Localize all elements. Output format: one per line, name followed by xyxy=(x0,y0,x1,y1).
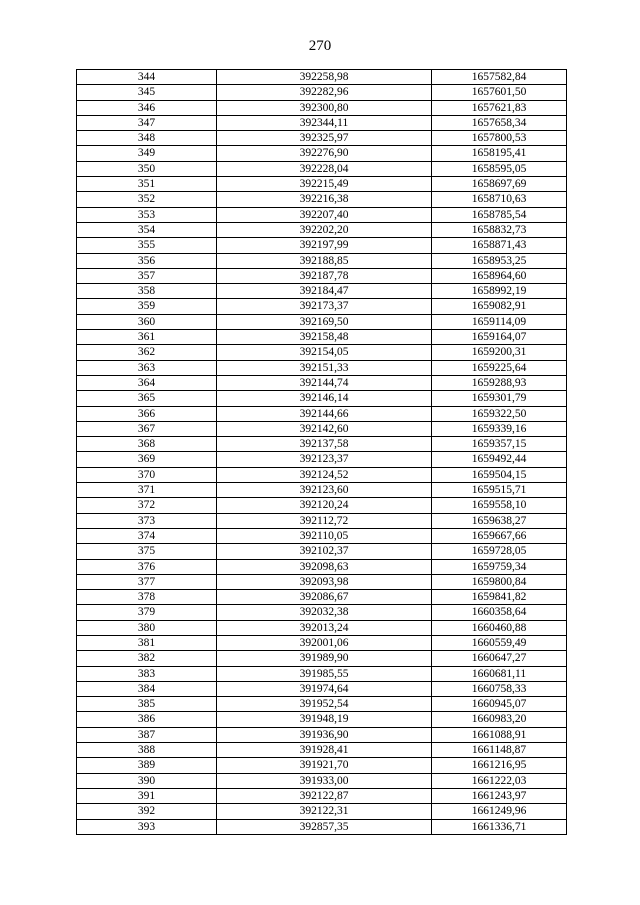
table-row xyxy=(77,452,567,467)
table-row xyxy=(77,314,567,329)
y-coordinate-cell: 1661148,87 xyxy=(432,743,567,758)
x-coordinate-cell: 391933,00 xyxy=(217,773,432,788)
point-number-cell: 365 xyxy=(77,391,217,406)
x-coordinate-cell: 392151,33 xyxy=(217,360,432,375)
table-row xyxy=(77,559,567,574)
table-row xyxy=(77,483,567,498)
x-coordinate-cell: 392098,63 xyxy=(217,559,432,574)
x-coordinate-cell: 392142,60 xyxy=(217,421,432,436)
point-number-cell: 376 xyxy=(77,559,217,574)
table-row xyxy=(77,100,567,115)
y-coordinate-cell: 1660983,20 xyxy=(432,712,567,727)
table-row xyxy=(77,681,567,696)
table-row xyxy=(77,712,567,727)
point-number-cell: 383 xyxy=(77,666,217,681)
y-coordinate-cell: 1659322,50 xyxy=(432,406,567,421)
x-coordinate-cell: 392110,05 xyxy=(217,528,432,543)
y-coordinate-cell: 1658871,43 xyxy=(432,238,567,253)
x-coordinate-cell: 392154,05 xyxy=(217,345,432,360)
y-coordinate-cell: 1658785,54 xyxy=(432,207,567,222)
point-number-cell: 381 xyxy=(77,635,217,650)
point-number-cell: 355 xyxy=(77,238,217,253)
table-row xyxy=(77,788,567,803)
x-coordinate-cell: 392228,04 xyxy=(217,161,432,176)
table-row xyxy=(77,284,567,299)
x-coordinate-cell: 392122,31 xyxy=(217,804,432,819)
y-coordinate-cell: 1657658,34 xyxy=(432,115,567,130)
y-coordinate-cell: 1659492,44 xyxy=(432,452,567,467)
table-row xyxy=(77,498,567,513)
y-coordinate-cell: 1659759,34 xyxy=(432,559,567,574)
table-row xyxy=(77,437,567,452)
x-coordinate-cell: 391952,54 xyxy=(217,697,432,712)
point-number-cell: 370 xyxy=(77,467,217,482)
x-coordinate-cell: 392112,72 xyxy=(217,513,432,528)
x-coordinate-cell: 391921,70 xyxy=(217,758,432,773)
table-row xyxy=(77,70,567,85)
point-number-cell: 358 xyxy=(77,284,217,299)
y-coordinate-cell: 1659339,16 xyxy=(432,421,567,436)
point-number-cell: 377 xyxy=(77,574,217,589)
table-row xyxy=(77,299,567,314)
point-number-cell: 390 xyxy=(77,773,217,788)
table-row xyxy=(77,192,567,207)
table-row xyxy=(77,773,567,788)
table-row xyxy=(77,161,567,176)
x-coordinate-cell: 392188,85 xyxy=(217,253,432,268)
table-row xyxy=(77,115,567,130)
point-number-cell: 350 xyxy=(77,161,217,176)
point-number-cell: 372 xyxy=(77,498,217,513)
point-number-cell: 387 xyxy=(77,727,217,742)
x-coordinate-cell: 392120,24 xyxy=(217,498,432,513)
table-row xyxy=(77,238,567,253)
x-coordinate-cell: 392187,78 xyxy=(217,268,432,283)
point-number-cell: 345 xyxy=(77,85,217,100)
x-coordinate-cell: 391936,90 xyxy=(217,727,432,742)
y-coordinate-cell: 1661222,03 xyxy=(432,773,567,788)
x-coordinate-cell: 392013,24 xyxy=(217,620,432,635)
x-coordinate-cell: 392032,38 xyxy=(217,605,432,620)
x-coordinate-cell: 392173,37 xyxy=(217,299,432,314)
x-coordinate-cell: 392282,96 xyxy=(217,85,432,100)
y-coordinate-cell: 1660358,64 xyxy=(432,605,567,620)
point-number-cell: 369 xyxy=(77,452,217,467)
table-row xyxy=(77,207,567,222)
point-number-cell: 374 xyxy=(77,528,217,543)
y-coordinate-cell: 1661243,97 xyxy=(432,788,567,803)
table-row xyxy=(77,590,567,605)
point-number-cell: 391 xyxy=(77,788,217,803)
table-row xyxy=(77,635,567,650)
y-coordinate-cell: 1659082,91 xyxy=(432,299,567,314)
y-coordinate-cell: 1657800,53 xyxy=(432,131,567,146)
x-coordinate-cell: 391985,55 xyxy=(217,666,432,681)
table-row xyxy=(77,574,567,589)
table-row xyxy=(77,391,567,406)
table-row xyxy=(77,146,567,161)
x-coordinate-cell: 392169,50 xyxy=(217,314,432,329)
y-coordinate-cell: 1658195,41 xyxy=(432,146,567,161)
x-coordinate-cell: 392158,48 xyxy=(217,330,432,345)
table-row xyxy=(77,528,567,543)
table-row xyxy=(77,727,567,742)
table-row xyxy=(77,467,567,482)
point-number-cell: 382 xyxy=(77,651,217,666)
point-number-cell: 356 xyxy=(77,253,217,268)
table-row xyxy=(77,421,567,436)
x-coordinate-cell: 392124,52 xyxy=(217,467,432,482)
point-number-cell: 362 xyxy=(77,345,217,360)
y-coordinate-cell: 1658697,69 xyxy=(432,177,567,192)
point-number-cell: 385 xyxy=(77,697,217,712)
point-number-cell: 344 xyxy=(77,70,217,85)
y-coordinate-cell: 1661249,96 xyxy=(432,804,567,819)
y-coordinate-cell: 1657621,83 xyxy=(432,100,567,115)
x-coordinate-cell: 392123,37 xyxy=(217,452,432,467)
point-number-cell: 351 xyxy=(77,177,217,192)
y-coordinate-cell: 1658953,25 xyxy=(432,253,567,268)
table-row xyxy=(77,330,567,345)
table-row xyxy=(77,222,567,237)
point-number-cell: 348 xyxy=(77,131,217,146)
point-number-cell: 379 xyxy=(77,605,217,620)
table-row xyxy=(77,651,567,666)
point-number-cell: 366 xyxy=(77,406,217,421)
x-coordinate-cell: 392325,97 xyxy=(217,131,432,146)
y-coordinate-cell: 1659667,66 xyxy=(432,528,567,543)
y-coordinate-cell: 1657601,50 xyxy=(432,85,567,100)
point-number-cell: 388 xyxy=(77,743,217,758)
table-row xyxy=(77,345,567,360)
x-coordinate-cell: 392216,38 xyxy=(217,192,432,207)
y-coordinate-cell: 1658710,63 xyxy=(432,192,567,207)
point-number-cell: 357 xyxy=(77,268,217,283)
point-number-cell: 375 xyxy=(77,544,217,559)
coordinates-table xyxy=(76,69,567,835)
y-coordinate-cell: 1659800,84 xyxy=(432,574,567,589)
table-row xyxy=(77,666,567,681)
y-coordinate-cell: 1660460,88 xyxy=(432,620,567,635)
point-number-cell: 353 xyxy=(77,207,217,222)
point-number-cell: 393 xyxy=(77,819,217,834)
y-coordinate-cell: 1659558,10 xyxy=(432,498,567,513)
y-coordinate-cell: 1659114,09 xyxy=(432,314,567,329)
point-number-cell: 378 xyxy=(77,590,217,605)
y-coordinate-cell: 1658832,73 xyxy=(432,222,567,237)
x-coordinate-cell: 392276,90 xyxy=(217,146,432,161)
x-coordinate-cell: 391948,19 xyxy=(217,712,432,727)
x-coordinate-cell: 392144,74 xyxy=(217,375,432,390)
point-number-cell: 386 xyxy=(77,712,217,727)
table-row xyxy=(77,253,567,268)
x-coordinate-cell: 392146,14 xyxy=(217,391,432,406)
y-coordinate-cell: 1659164,07 xyxy=(432,330,567,345)
y-coordinate-cell: 1659301,79 xyxy=(432,391,567,406)
x-coordinate-cell: 391974,64 xyxy=(217,681,432,696)
y-coordinate-cell: 1657582,84 xyxy=(432,70,567,85)
y-coordinate-cell: 1659841,82 xyxy=(432,590,567,605)
point-number-cell: 360 xyxy=(77,314,217,329)
y-coordinate-cell: 1659288,93 xyxy=(432,375,567,390)
x-coordinate-cell: 391928,41 xyxy=(217,743,432,758)
y-coordinate-cell: 1659638,27 xyxy=(432,513,567,528)
y-coordinate-cell: 1659728,05 xyxy=(432,544,567,559)
x-coordinate-cell: 391989,90 xyxy=(217,651,432,666)
y-coordinate-cell: 1660945,07 xyxy=(432,697,567,712)
table-row xyxy=(77,268,567,283)
y-coordinate-cell: 1660559,49 xyxy=(432,635,567,650)
y-coordinate-cell: 1659200,31 xyxy=(432,345,567,360)
x-coordinate-cell: 392184,47 xyxy=(217,284,432,299)
y-coordinate-cell: 1658595,05 xyxy=(432,161,567,176)
table-row xyxy=(77,544,567,559)
x-coordinate-cell: 392093,98 xyxy=(217,574,432,589)
point-number-cell: 384 xyxy=(77,681,217,696)
table-row xyxy=(77,131,567,146)
x-coordinate-cell: 392001,06 xyxy=(217,635,432,650)
table-row xyxy=(77,375,567,390)
coordinates-table-body xyxy=(77,70,567,835)
table-row xyxy=(77,605,567,620)
table-row xyxy=(77,697,567,712)
point-number-cell: 349 xyxy=(77,146,217,161)
table-row xyxy=(77,85,567,100)
point-number-cell: 368 xyxy=(77,437,217,452)
point-number-cell: 361 xyxy=(77,330,217,345)
y-coordinate-cell: 1660758,33 xyxy=(432,681,567,696)
point-number-cell: 380 xyxy=(77,620,217,635)
x-coordinate-cell: 392215,49 xyxy=(217,177,432,192)
x-coordinate-cell: 392857,35 xyxy=(217,819,432,834)
point-number-cell: 392 xyxy=(77,804,217,819)
table-row xyxy=(77,819,567,834)
x-coordinate-cell: 392300,80 xyxy=(217,100,432,115)
table-row xyxy=(77,804,567,819)
y-coordinate-cell: 1658964,60 xyxy=(432,268,567,283)
point-number-cell: 347 xyxy=(77,115,217,130)
x-coordinate-cell: 392086,67 xyxy=(217,590,432,605)
y-coordinate-cell: 1658992,19 xyxy=(432,284,567,299)
y-coordinate-cell: 1659225,64 xyxy=(432,360,567,375)
y-coordinate-cell: 1659504,15 xyxy=(432,467,567,482)
table-row xyxy=(77,360,567,375)
y-coordinate-cell: 1660647,27 xyxy=(432,651,567,666)
table-row xyxy=(77,513,567,528)
point-number-cell: 346 xyxy=(77,100,217,115)
x-coordinate-cell: 392122,87 xyxy=(217,788,432,803)
y-coordinate-cell: 1661088,91 xyxy=(432,727,567,742)
table-row xyxy=(77,620,567,635)
x-coordinate-cell: 392123,60 xyxy=(217,483,432,498)
table-row xyxy=(77,743,567,758)
point-number-cell: 373 xyxy=(77,513,217,528)
table-row xyxy=(77,177,567,192)
point-number-cell: 371 xyxy=(77,483,217,498)
x-coordinate-cell: 392207,40 xyxy=(217,207,432,222)
page-number: 270 xyxy=(308,38,332,54)
point-number-cell: 359 xyxy=(77,299,217,314)
x-coordinate-cell: 392258,98 xyxy=(217,70,432,85)
point-number-cell: 367 xyxy=(77,421,217,436)
point-number-cell: 363 xyxy=(77,360,217,375)
point-number-cell: 352 xyxy=(77,192,217,207)
x-coordinate-cell: 392137,58 xyxy=(217,437,432,452)
y-coordinate-cell: 1661216,95 xyxy=(432,758,567,773)
x-coordinate-cell: 392344,11 xyxy=(217,115,432,130)
y-coordinate-cell: 1659357,15 xyxy=(432,437,567,452)
table-row xyxy=(77,758,567,773)
table-row xyxy=(77,406,567,421)
y-coordinate-cell: 1661336,71 xyxy=(432,819,567,834)
x-coordinate-cell: 392102,37 xyxy=(217,544,432,559)
x-coordinate-cell: 392144,66 xyxy=(217,406,432,421)
y-coordinate-cell: 1660681,11 xyxy=(432,666,567,681)
point-number-cell: 364 xyxy=(77,375,217,390)
x-coordinate-cell: 392202,20 xyxy=(217,222,432,237)
point-number-cell: 389 xyxy=(77,758,217,773)
y-coordinate-cell: 1659515,71 xyxy=(432,483,567,498)
point-number-cell: 354 xyxy=(77,222,217,237)
x-coordinate-cell: 392197,99 xyxy=(217,238,432,253)
